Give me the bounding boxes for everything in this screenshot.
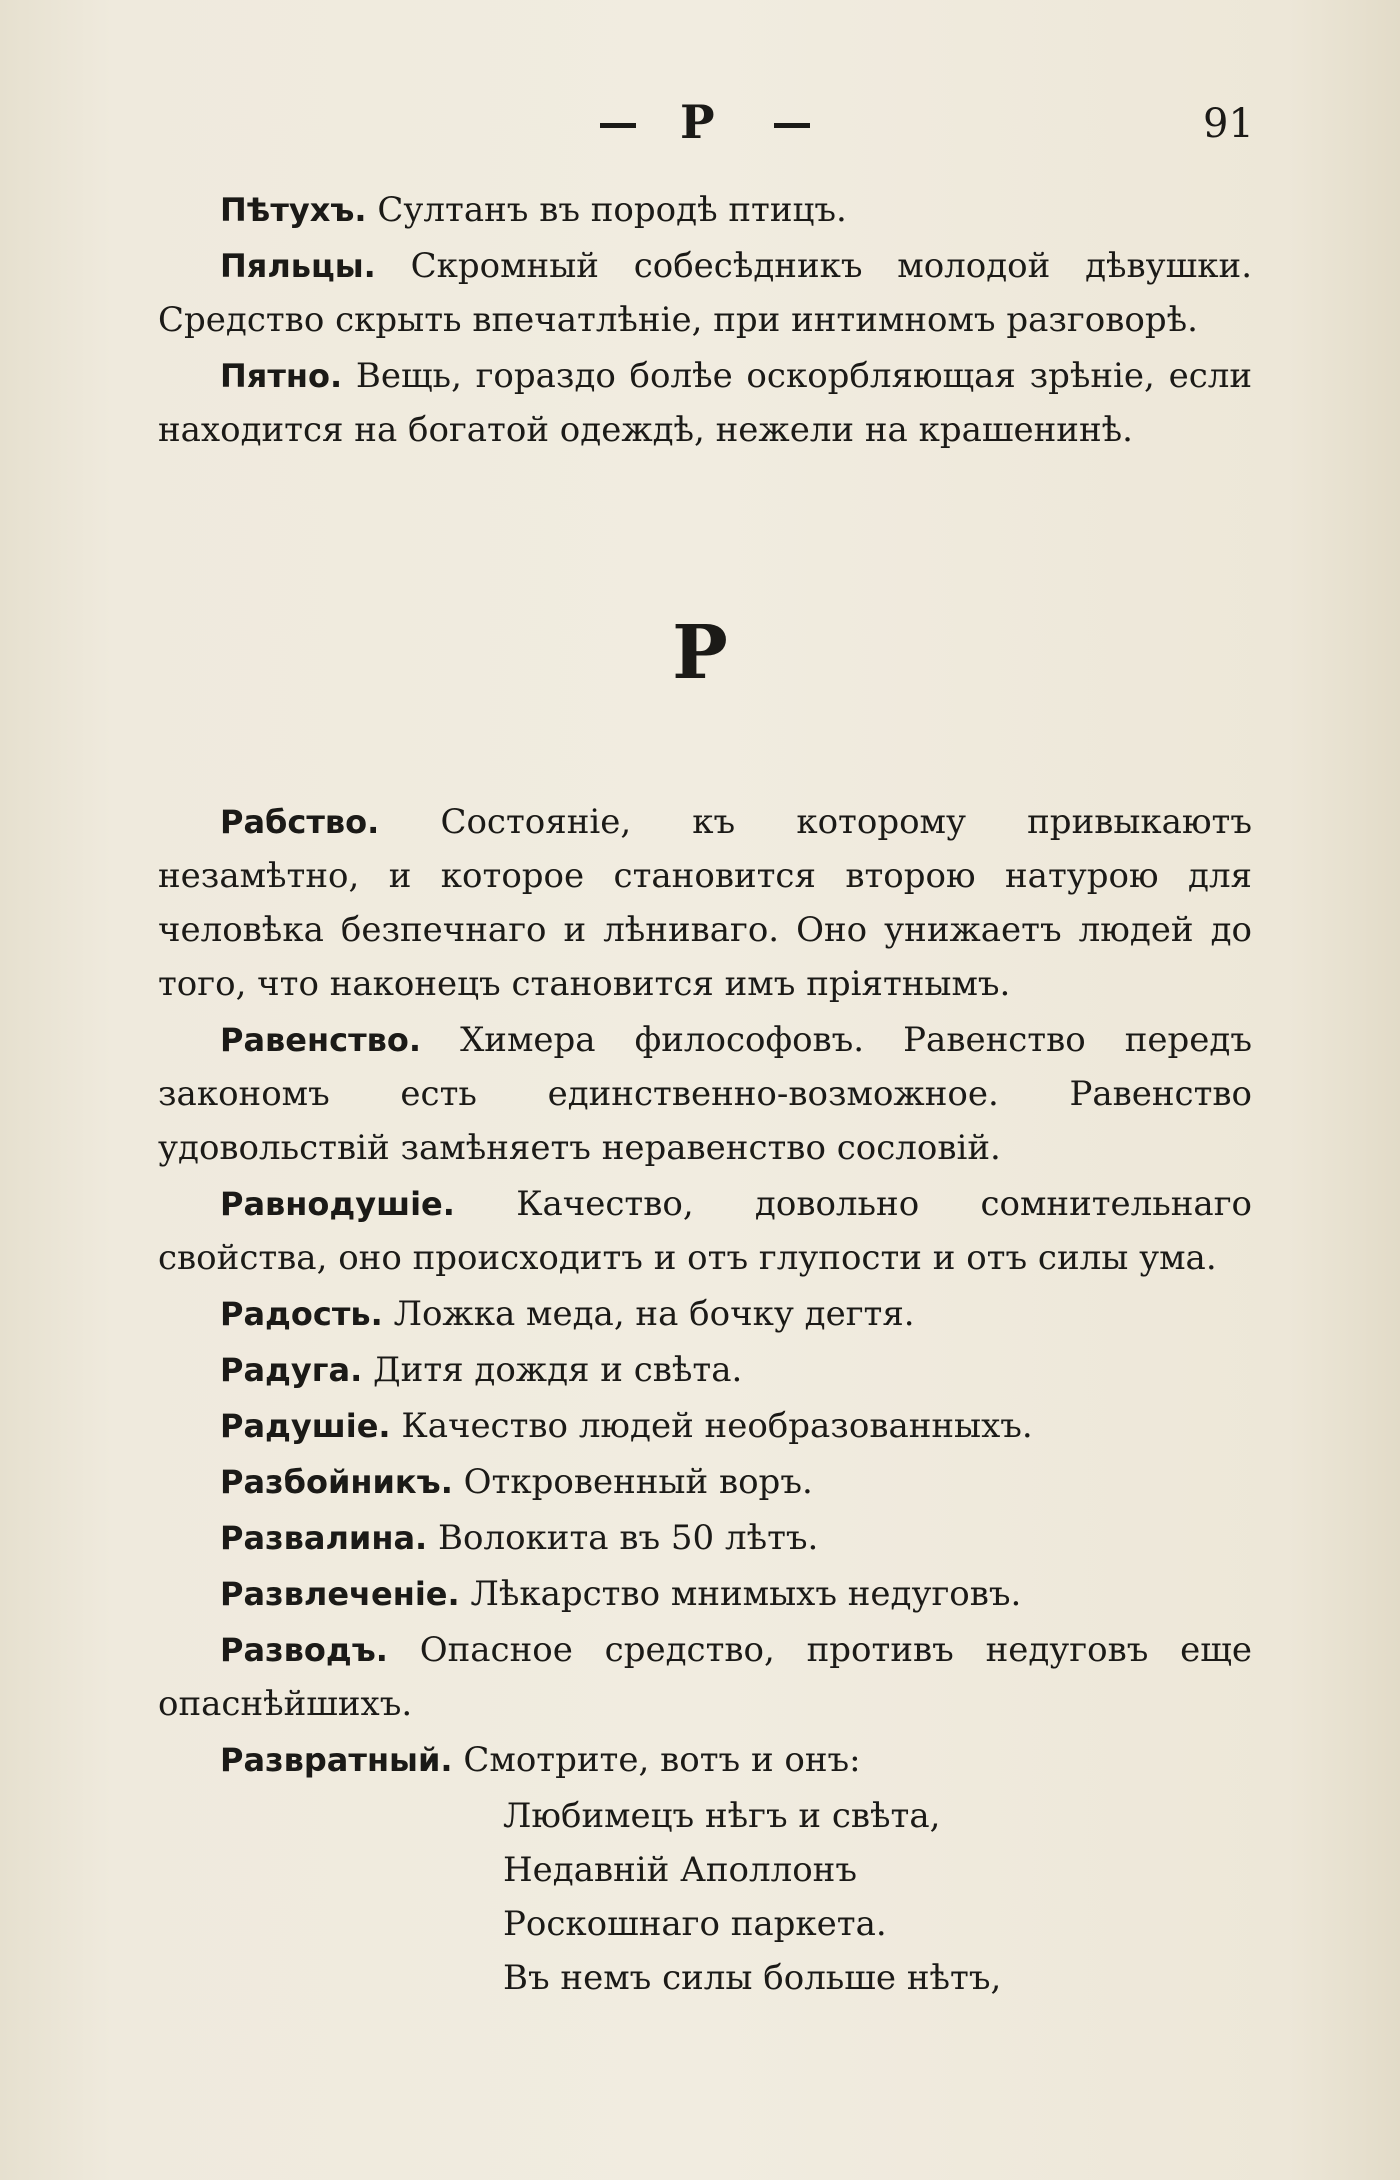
page-header <box>0 95 1400 155</box>
dictionary-entry <box>158 1399 1252 1453</box>
entry-definition: Состояніе, къ которому привыкаютъ незамѣтно, и которое становится второю натурою для человѣка безпечнаго и лѣниваго. Оно унижаетъ людей до того, что наконецъ становится имъ пріятнымъ. <box>158 802 1252 1004</box>
entry-definition: Вещь, гораздо болѣе оскорбляющая зрѣніе, если находится на богатой одеждѣ, нежели на крашенинѣ. <box>158 356 1252 450</box>
entry-definition: Смотрите, вотъ и онъ: <box>463 1740 861 1780</box>
dictionary-entry <box>158 1013 1252 1175</box>
entry-definition: Химера философовъ. Равенство передъ закономъ есть единственно-возможное. Равенство удовольствій замѣняетъ неравенство сословій. <box>158 1020 1252 1168</box>
entry-headword: Развлеченіе. <box>220 1575 460 1613</box>
entry-headword: Развалина. <box>220 1519 428 1557</box>
header-dash-right <box>774 123 810 128</box>
entry-headword: Радость. <box>220 1295 383 1333</box>
dictionary-entry <box>158 183 1252 237</box>
verse-line: Роскошнаго паркета. <box>503 1904 887 1944</box>
section-heading-letter: Р <box>672 610 728 696</box>
entry-definition: Откровенный воръ. <box>463 1462 813 1502</box>
dictionary-entry <box>158 1733 1252 1787</box>
verse-line: Въ немъ силы больше нѣтъ, <box>503 1958 1002 1998</box>
entry-definition: Качество, довольно сомнительнаго свойства, оно происходитъ и отъ глупости и отъ силы ума. <box>158 1184 1252 1278</box>
entry-definition: Дитя дождя и свѣта. <box>373 1350 743 1390</box>
dictionary-entry <box>158 1343 1252 1397</box>
entry-headword: Радушіе. <box>220 1407 391 1445</box>
entry-headword: Равнодушіе. <box>220 1185 455 1223</box>
dictionary-entry <box>158 1511 1252 1565</box>
verse-quote <box>503 1789 1252 2005</box>
entry-headword: Пяльцы. <box>220 247 376 285</box>
entry-definition: Султанъ въ породѣ птицъ. <box>377 190 847 230</box>
entry-headword: Разбойникъ. <box>220 1463 453 1501</box>
entries-block-1 <box>158 183 1252 459</box>
entry-headword: Пѣтухъ. <box>220 191 367 229</box>
dictionary-entry <box>158 1177 1252 1285</box>
entry-headword: Пятно. <box>220 357 343 395</box>
verse-line: Недавній Аполлонъ <box>503 1850 857 1890</box>
entries-block-2 <box>158 795 1252 2005</box>
entry-headword: Рабство. <box>220 803 380 841</box>
entry-headword: Разводъ. <box>220 1631 388 1669</box>
dictionary-entry <box>158 239 1252 347</box>
entry-definition: Качество людей необразованныхъ. <box>401 1406 1033 1446</box>
dictionary-entry <box>158 795 1252 1011</box>
entry-definition: Опасное средство, противъ недуговъ еще опаснѣйшихъ. <box>158 1630 1253 1724</box>
entry-headword: Развратный. <box>220 1741 453 1779</box>
entry-definition: Волокита въ 50 лѣтъ. <box>438 1518 819 1558</box>
dictionary-entry <box>158 1455 1252 1509</box>
dictionary-entry <box>158 1287 1252 1341</box>
dictionary-entry <box>158 1623 1252 1731</box>
dictionary-entry <box>158 1567 1252 1621</box>
entry-definition: Лѣкарство мнимыхъ недуговъ. <box>470 1574 1022 1614</box>
header-section-letter: Р <box>680 95 715 149</box>
entry-headword: Радуга. <box>220 1351 363 1389</box>
entry-definition: Ложка меда, на бочку дегтя. <box>393 1294 915 1334</box>
page-number: 91 <box>1203 101 1254 147</box>
verse-line: Любимецъ нѣгъ и свѣта, <box>503 1796 941 1836</box>
entry-headword: Равенство. <box>220 1021 422 1059</box>
dictionary-entry <box>158 349 1252 457</box>
entry-definition: Скромный собесѣдникъ молодой дѣвушки. Средство скрыть впечатлѣніе, при интимномъ разговорѣ. <box>158 246 1252 340</box>
header-dash-left <box>600 123 636 128</box>
